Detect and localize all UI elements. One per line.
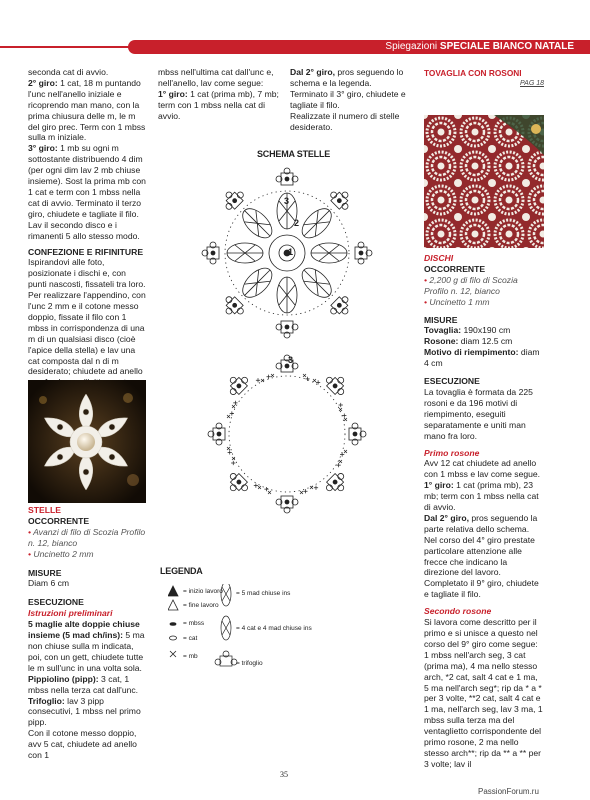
subsection-heading: Secondo rosone xyxy=(424,606,492,617)
column-1-lower xyxy=(28,505,146,761)
bullet-text: Uncinetto 2 mm xyxy=(33,548,94,559)
round-number-3b: 3 xyxy=(288,355,294,365)
text-paragraph: seconda cat di avvio. xyxy=(28,67,109,77)
page-reference: PAG 18 xyxy=(520,79,544,87)
cat-icon xyxy=(170,636,177,640)
text-paragraph: Avv 12 cat chiudete ad anello con 1 mbss e lav come segue. xyxy=(424,458,541,480)
section-heading: DISCHI xyxy=(424,253,454,263)
bullet-text: 2,200 g di filo di Scozia Profilo n. 12, bianco xyxy=(424,274,518,296)
text-paragraph xyxy=(290,67,412,89)
star-ornament-photo xyxy=(28,380,146,503)
legend-trefoil: = trifoglio xyxy=(236,660,263,667)
bullet-text: Avanzi di filo di Scozia Profilo n. 12, bianco xyxy=(28,526,146,548)
round-label: 2° giro: xyxy=(28,77,58,88)
term-label: Trifoglio: xyxy=(28,695,65,706)
text-paragraph xyxy=(424,325,544,336)
measure-value: diam 4 cm xyxy=(424,347,540,369)
column-4-header xyxy=(424,68,544,90)
bullet-item: • 2,200 g di filo di Scozia Profilo n. 12, bianco xyxy=(424,274,518,296)
column-1 xyxy=(28,67,146,399)
measure-value: diam 12.5 cm xyxy=(458,336,513,347)
text-paragraph xyxy=(28,143,146,241)
text-paragraph xyxy=(424,347,544,369)
text-paragraph: Ispirandovi alle foto, posizionate i dischi e, con punti nascosti, fissateli tra loro. Per realizzare l'appendino, con l'unc 2 mm e il cotone messo doppio, fissate il filo con 1 mbss in corrispondenza di una m di un qualsiasi disco (cioè l'apice della stella) e lav una cat composta dal n di m desiderato; chiudete ad anello xyxy=(28,257,146,377)
text-paragraph: Diam 6 cm xyxy=(28,578,70,589)
bullet-text: Uncinetto 1 mm xyxy=(429,296,490,307)
section-banner xyxy=(128,40,590,54)
round-label: Dal 2° giro, xyxy=(290,67,335,77)
star-lower-round xyxy=(208,355,366,513)
term-text: lav 3 pipp consecutivi, 1 mbss nel primo pipp. xyxy=(28,695,141,728)
text-paragraph xyxy=(424,336,544,347)
text-paragraph xyxy=(28,696,146,729)
section-heading: MISURE xyxy=(424,314,458,325)
end-icon xyxy=(168,600,178,610)
term-text: 5 ma non chiuse sulla m indicata, poi, con un gett, chiudete tutte le m sull'unc in una volta sola. xyxy=(28,630,145,673)
section-heading: ESECUZIONE xyxy=(424,376,480,387)
measure-label: Motivo di riempimento: xyxy=(424,347,519,358)
round-text: 1 cat (prima mb), 7 mb; term con 1 mbss nella cat di avvio. xyxy=(158,88,279,121)
round-label: 1° giro: xyxy=(158,88,188,99)
round-label: Dal 2° giro, xyxy=(424,512,469,523)
tablecloth-photo xyxy=(424,115,544,248)
subsection-heading: Primo rosone xyxy=(424,447,480,458)
column-4 xyxy=(424,253,544,770)
start-icon xyxy=(168,586,178,596)
measure-label: Tovaglia: xyxy=(424,325,462,336)
legend-end: = fine lavoro xyxy=(183,602,219,609)
mbss-icon xyxy=(170,623,176,626)
term-label: Pippiolino (pipp): xyxy=(28,673,99,684)
page-number: 35 xyxy=(280,770,288,779)
legend-mb: = mb xyxy=(183,653,198,660)
legend-start: = inizio lavoro xyxy=(183,588,223,595)
text-paragraph: Terminato il 3° giro, chiudete e tagliate il filo. xyxy=(290,88,406,110)
round-label: 3° giro: xyxy=(28,143,58,154)
four-cat-mad-icon xyxy=(221,616,231,640)
crochet-schema-diagram xyxy=(198,162,378,522)
section-heading: OCCORRENTE xyxy=(424,263,486,274)
section-heading: OCCORRENTE xyxy=(28,515,90,526)
subsection-heading: Istruzioni preliminari xyxy=(28,608,113,619)
section-title: SPECIALE BIANCO NATALE xyxy=(439,41,574,52)
text-paragraph xyxy=(424,513,544,600)
term-text: 3 cat, 1 mbss nella terza cat dall'unc. xyxy=(28,673,139,695)
text-paragraph xyxy=(158,89,280,122)
schema-title: SCHEMA STELLE xyxy=(257,149,331,159)
round-text: 1 mb su ogni m sottostante distribuendo 4 dim (per ogni dim lav 2 mb chiuse insieme). Sost la prima mb con 1 cat e term con 1 mbss nella cat di avvio. Terminato il terzo giro, chiudete e tagliate il filo. Lav il secondo disco e i rimanenti 5 allo stesso modo. xyxy=(28,143,146,241)
text-paragraph: Si lavora come descritto per il primo e si unisce a questo nel corso del 9° giro come segue: 1 mbss nell'arch seg, 3 cat (prima ma), 4 ma nello stesso arch, *2 cat, salt 4 cat e 1 ma, 5 ma nell'arch seg*; rip da * a * per 3 volte, **2 cat, salt 4 cat e 1 ma, nell'arch seg, lav 3 ma, 1 mbss sulla terza ma del ventaglietto corrispondente del primo rosone, 2 ma nello stesso arch**; rip da ** a ** per 3 volte; lav il xyxy=(424,617,543,769)
mb-icon xyxy=(170,651,176,657)
column-2 xyxy=(158,67,280,122)
text-paragraph: Realizzate il numero di stelle desiderato. xyxy=(290,110,400,132)
section-heading: MISURE xyxy=(28,567,62,578)
legend-5mad: = 5 mad chiuse ins xyxy=(236,590,291,597)
text-paragraph: La tovaglia è formata da 225 rosoni e da 196 motivi di riempimento, eseguiti separatamente e uniti man mano fra loro. xyxy=(424,386,533,441)
measure-value: 190x190 cm xyxy=(461,325,511,336)
project-title: TOVAGLIA CON ROSONI xyxy=(424,68,522,78)
round-text: pros seguendo lo schema e la legenda. xyxy=(290,67,404,88)
legend-4cat4mad: = 4 cat e 4 mad chiuse ins xyxy=(236,625,312,632)
text-paragraph xyxy=(28,78,146,143)
bullet-item: • Avanzi di filo di Scozia Profilo n. 12, bianco xyxy=(28,526,146,548)
term-label: 5 maglie alte doppie chiuse insieme (5 mad ch/ins): xyxy=(28,619,140,641)
round-label: 1° giro: xyxy=(424,480,454,491)
page-header xyxy=(0,40,590,56)
trefoil-icon xyxy=(215,651,237,666)
text-paragraph xyxy=(28,619,146,674)
legend-cat: = cat xyxy=(183,635,198,642)
column-3 xyxy=(290,67,412,132)
round-number-2: 2 xyxy=(294,218,300,228)
round-number-1: 1 xyxy=(288,247,294,257)
text-paragraph: mbss nell'ultima cat dall'unc e, nell'anello, lav come segue: xyxy=(158,67,274,88)
section-prefix: Spiegazioni xyxy=(385,41,438,52)
measure-label: Rosone: xyxy=(424,336,459,347)
text-paragraph xyxy=(28,674,146,696)
text-paragraph: Con il cotone messo doppio, avv 5 cat, chiudete ad anello con 1 xyxy=(28,728,137,761)
section-heading: ESECUZIONE xyxy=(28,597,84,608)
round-number-3: 3 xyxy=(284,196,290,206)
round-text: 1 cat, 18 m puntando l'unc nell'anello iniziale e ricoprendo man mano, con la prima chiusura delle m, le m del giro prec. Term con 1 mbss sulla m iniziale. xyxy=(28,77,146,143)
star-outer-round xyxy=(202,168,372,338)
legend-title: LEGENDA xyxy=(160,566,203,576)
watermark: PassionForum.ru xyxy=(478,787,539,796)
section-heading: CONFEZIONE E RIFINITURE xyxy=(28,246,144,257)
round-text: 1 cat (prima mb), 23 mb; term con 1 mbss nella cat di avvio. xyxy=(424,480,539,513)
text-paragraph xyxy=(424,480,544,513)
bullet-item: • Uncinetto 1 mm xyxy=(424,296,490,307)
round-text: pros seguendo la parte relativa dello schema. Nel corso del 4° giro prestate particolare attenzione alle frecce che indicano la direzione del lavoro. Completato il 9° giro, chiudete e tagliate il filo. xyxy=(424,512,539,600)
section-heading: STELLE xyxy=(28,505,61,515)
legend-mbss: = mbss xyxy=(183,620,205,627)
bullet-item: • Uncinetto 2 mm xyxy=(28,548,94,559)
